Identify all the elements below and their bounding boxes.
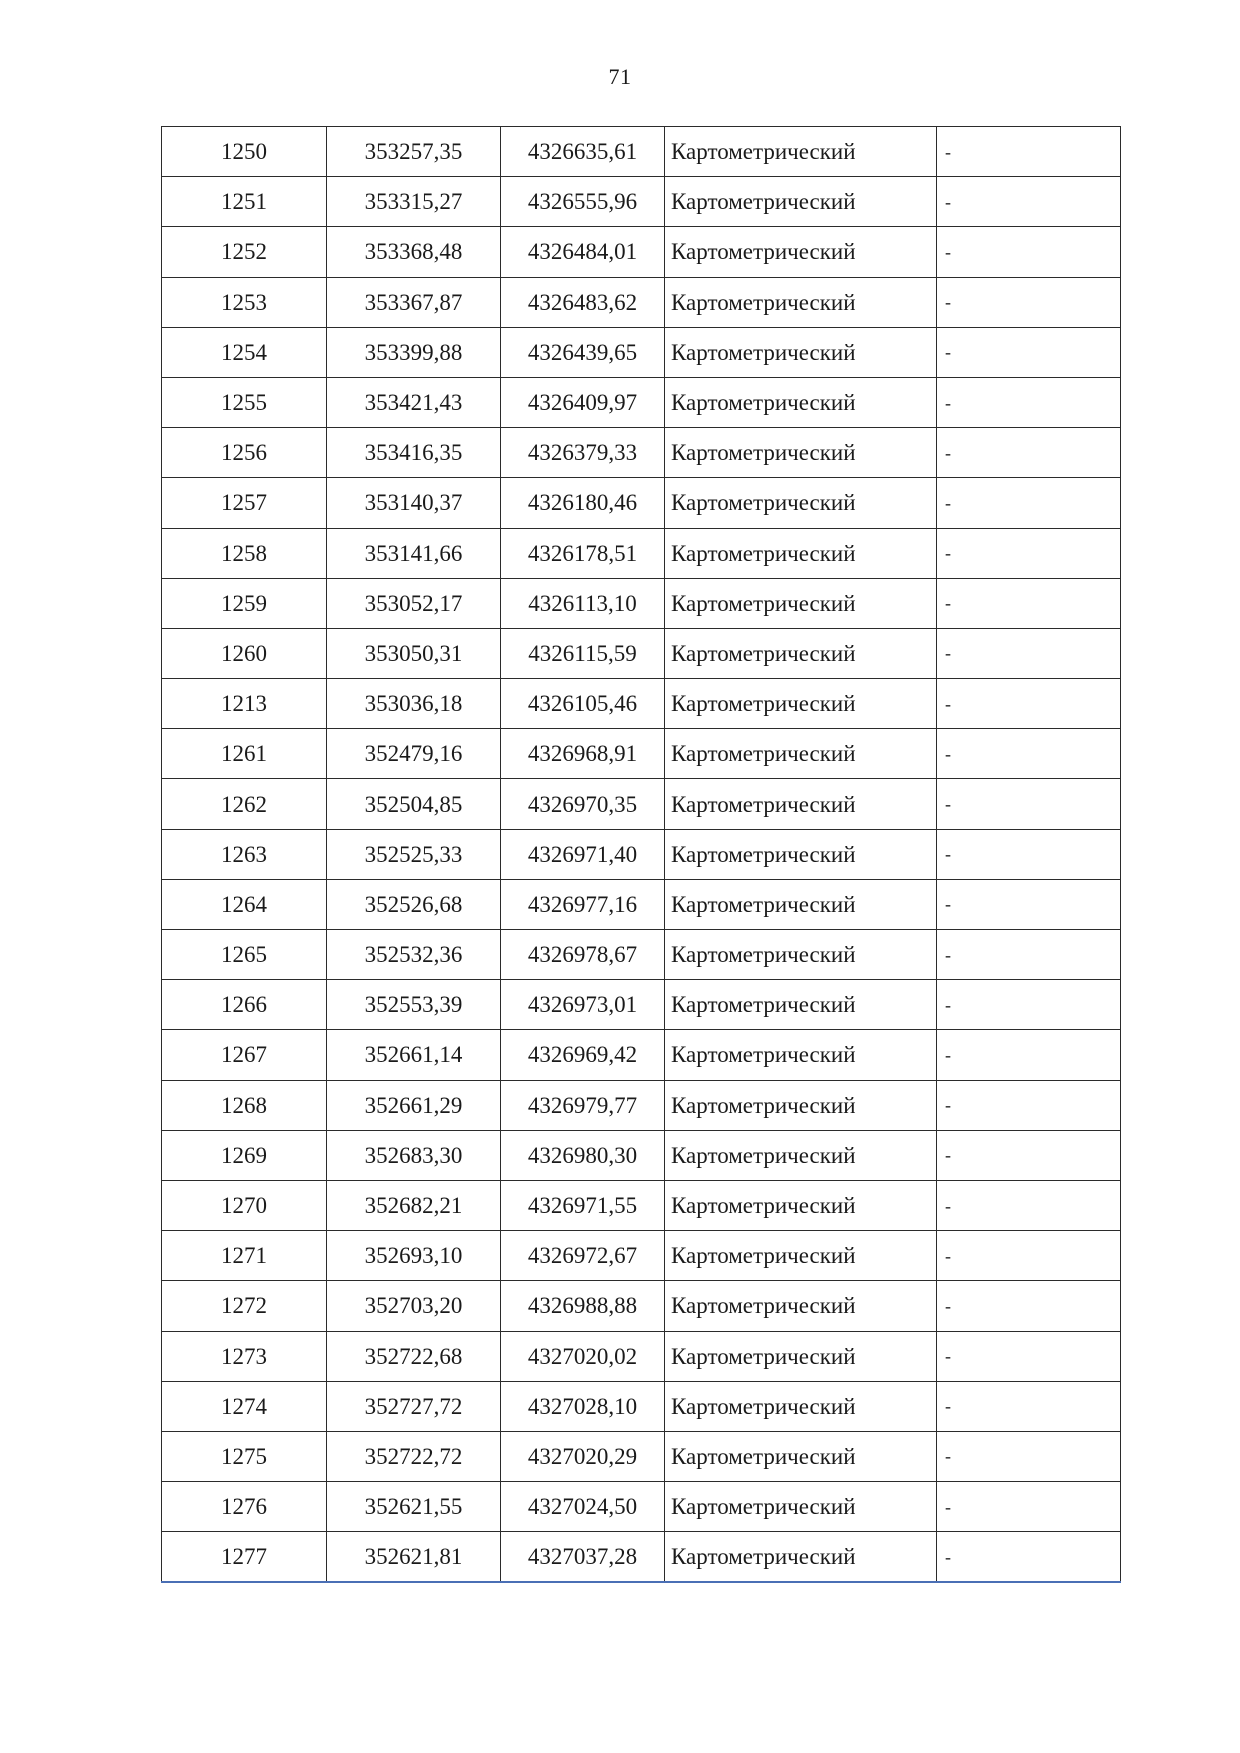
y-coordinate-cell: 4326970,35 xyxy=(501,779,665,829)
point-number-cell: 1259 xyxy=(162,578,327,628)
point-number-cell: 1253 xyxy=(162,277,327,327)
y-coordinate-cell: 4327037,28 xyxy=(501,1532,665,1583)
x-coordinate-cell: 352683,30 xyxy=(327,1130,501,1180)
x-coordinate-cell: 352722,68 xyxy=(327,1331,501,1381)
table-row xyxy=(162,428,1121,478)
error-cell: - xyxy=(937,177,1121,227)
x-coordinate-cell: 353416,35 xyxy=(327,428,501,478)
table-row xyxy=(162,478,1121,528)
x-coordinate-cell: 352525,33 xyxy=(327,829,501,879)
y-coordinate-cell: 4326968,91 xyxy=(501,729,665,779)
y-coordinate-cell: 4326971,40 xyxy=(501,829,665,879)
error-cell: - xyxy=(937,1281,1121,1331)
error-cell: - xyxy=(937,478,1121,528)
y-coordinate-cell: 4326178,51 xyxy=(501,528,665,578)
method-cell: Картометрический xyxy=(665,1381,937,1431)
table-row xyxy=(162,729,1121,779)
x-coordinate-cell: 352479,16 xyxy=(327,729,501,779)
method-cell: Картометрический xyxy=(665,679,937,729)
point-number-cell: 1264 xyxy=(162,879,327,929)
y-coordinate-cell: 4326980,30 xyxy=(501,1130,665,1180)
table-row xyxy=(162,1532,1121,1583)
error-cell: - xyxy=(937,377,1121,427)
method-cell: Картометрический xyxy=(665,729,937,779)
point-number-cell: 1277 xyxy=(162,1532,327,1583)
x-coordinate-cell: 352553,39 xyxy=(327,980,501,1030)
error-cell: - xyxy=(937,528,1121,578)
y-coordinate-cell: 4326969,42 xyxy=(501,1030,665,1080)
table-row xyxy=(162,227,1121,277)
method-cell: Картометрический xyxy=(665,1231,937,1281)
table-row xyxy=(162,277,1121,327)
table-row xyxy=(162,829,1121,879)
method-cell: Картометрический xyxy=(665,1431,937,1481)
method-cell: Картометрический xyxy=(665,879,937,929)
error-cell: - xyxy=(937,930,1121,980)
y-coordinate-cell: 4326439,65 xyxy=(501,327,665,377)
table-row xyxy=(162,1331,1121,1381)
method-cell: Картометрический xyxy=(665,227,937,277)
error-cell: - xyxy=(937,1381,1121,1431)
table-row xyxy=(162,930,1121,980)
method-cell: Картометрический xyxy=(665,127,937,177)
x-coordinate-cell: 353036,18 xyxy=(327,679,501,729)
x-coordinate-cell: 353315,27 xyxy=(327,177,501,227)
y-coordinate-cell: 4326971,55 xyxy=(501,1180,665,1230)
error-cell: - xyxy=(937,578,1121,628)
y-coordinate-cell: 4326409,97 xyxy=(501,377,665,427)
error-cell: - xyxy=(937,1482,1121,1532)
table-row xyxy=(162,1482,1121,1532)
y-coordinate-cell: 4326978,67 xyxy=(501,930,665,980)
x-coordinate-cell: 353368,48 xyxy=(327,227,501,277)
method-cell: Картометрический xyxy=(665,528,937,578)
y-coordinate-cell: 4326115,59 xyxy=(501,628,665,678)
error-cell: - xyxy=(937,1130,1121,1180)
error-cell: - xyxy=(937,277,1121,327)
error-cell: - xyxy=(937,1431,1121,1481)
y-coordinate-cell: 4326105,46 xyxy=(501,679,665,729)
method-cell: Картометрический xyxy=(665,779,937,829)
y-coordinate-cell: 4326979,77 xyxy=(501,1080,665,1130)
y-coordinate-cell: 4326180,46 xyxy=(501,478,665,528)
point-number-cell: 1260 xyxy=(162,628,327,678)
point-number-cell: 1267 xyxy=(162,1030,327,1080)
x-coordinate-cell: 353367,87 xyxy=(327,277,501,327)
y-coordinate-cell: 4327020,29 xyxy=(501,1431,665,1481)
method-cell: Картометрический xyxy=(665,1030,937,1080)
point-number-cell: 1254 xyxy=(162,327,327,377)
method-cell: Картометрический xyxy=(665,377,937,427)
method-cell: Картометрический xyxy=(665,578,937,628)
y-coordinate-cell: 4326972,67 xyxy=(501,1231,665,1281)
table-row xyxy=(162,127,1121,177)
point-number-cell: 1272 xyxy=(162,1281,327,1331)
x-coordinate-cell: 353050,31 xyxy=(327,628,501,678)
point-number-cell: 1213 xyxy=(162,679,327,729)
table-row xyxy=(162,578,1121,628)
point-number-cell: 1268 xyxy=(162,1080,327,1130)
error-cell: - xyxy=(937,679,1121,729)
point-number-cell: 1263 xyxy=(162,829,327,879)
point-number-cell: 1273 xyxy=(162,1331,327,1381)
point-number-cell: 1257 xyxy=(162,478,327,528)
error-cell: - xyxy=(937,729,1121,779)
method-cell: Картометрический xyxy=(665,177,937,227)
x-coordinate-cell: 352621,81 xyxy=(327,1532,501,1583)
x-coordinate-cell: 352727,72 xyxy=(327,1381,501,1431)
point-number-cell: 1269 xyxy=(162,1130,327,1180)
y-coordinate-cell: 4326483,62 xyxy=(501,277,665,327)
table-row xyxy=(162,1180,1121,1230)
table-row xyxy=(162,1130,1121,1180)
error-cell: - xyxy=(937,227,1121,277)
point-number-cell: 1250 xyxy=(162,127,327,177)
page-number: 71 xyxy=(608,64,632,89)
x-coordinate-cell: 352661,29 xyxy=(327,1080,501,1130)
error-cell: - xyxy=(937,1532,1121,1583)
point-number-cell: 1274 xyxy=(162,1381,327,1431)
error-cell: - xyxy=(937,829,1121,879)
error-cell: - xyxy=(937,1331,1121,1381)
error-cell: - xyxy=(937,779,1121,829)
table-row xyxy=(162,1030,1121,1080)
x-coordinate-cell: 353399,88 xyxy=(327,327,501,377)
method-cell: Картометрический xyxy=(665,428,937,478)
table-row xyxy=(162,879,1121,929)
error-cell: - xyxy=(937,980,1121,1030)
point-number-cell: 1266 xyxy=(162,980,327,1030)
table-row xyxy=(162,1381,1121,1431)
method-cell: Картометрический xyxy=(665,1130,937,1180)
y-coordinate-cell: 4326113,10 xyxy=(501,578,665,628)
table-row xyxy=(162,1281,1121,1331)
x-coordinate-cell: 353421,43 xyxy=(327,377,501,427)
x-coordinate-cell: 352504,85 xyxy=(327,779,501,829)
point-number-cell: 1276 xyxy=(162,1482,327,1532)
x-coordinate-cell: 352532,36 xyxy=(327,930,501,980)
x-coordinate-cell: 352526,68 xyxy=(327,879,501,929)
x-coordinate-cell: 353141,66 xyxy=(327,528,501,578)
x-coordinate-cell: 352703,20 xyxy=(327,1281,501,1331)
coordinates-table xyxy=(161,126,1121,1583)
error-cell: - xyxy=(937,327,1121,377)
method-cell: Картометрический xyxy=(665,628,937,678)
error-cell: - xyxy=(937,628,1121,678)
error-cell: - xyxy=(937,428,1121,478)
coordinates-table-body xyxy=(162,127,1121,1583)
x-coordinate-cell: 353140,37 xyxy=(327,478,501,528)
table-row xyxy=(162,980,1121,1030)
x-coordinate-cell: 352621,55 xyxy=(327,1482,501,1532)
y-coordinate-cell: 4326484,01 xyxy=(501,227,665,277)
table-row xyxy=(162,177,1121,227)
error-cell: - xyxy=(937,1180,1121,1230)
table-row xyxy=(162,1431,1121,1481)
table-row xyxy=(162,628,1121,678)
table-row xyxy=(162,1231,1121,1281)
method-cell: Картометрический xyxy=(665,930,937,980)
table-row xyxy=(162,1080,1121,1130)
point-number-cell: 1252 xyxy=(162,227,327,277)
point-number-cell: 1275 xyxy=(162,1431,327,1481)
method-cell: Картометрический xyxy=(665,829,937,879)
table-row xyxy=(162,779,1121,829)
table-row xyxy=(162,679,1121,729)
y-coordinate-cell: 4327028,10 xyxy=(501,1381,665,1431)
error-cell: - xyxy=(937,879,1121,929)
method-cell: Картометрический xyxy=(665,1180,937,1230)
point-number-cell: 1251 xyxy=(162,177,327,227)
error-cell: - xyxy=(937,1030,1121,1080)
y-coordinate-cell: 4326635,61 xyxy=(501,127,665,177)
method-cell: Картометрический xyxy=(665,980,937,1030)
point-number-cell: 1256 xyxy=(162,428,327,478)
y-coordinate-cell: 4326973,01 xyxy=(501,980,665,1030)
method-cell: Картометрический xyxy=(665,277,937,327)
point-number-cell: 1270 xyxy=(162,1180,327,1230)
x-coordinate-cell: 353052,17 xyxy=(327,578,501,628)
y-coordinate-cell: 4326988,88 xyxy=(501,1281,665,1331)
table-row xyxy=(162,528,1121,578)
method-cell: Картометрический xyxy=(665,1080,937,1130)
y-coordinate-cell: 4326555,96 xyxy=(501,177,665,227)
point-number-cell: 1258 xyxy=(162,528,327,578)
method-cell: Картометрический xyxy=(665,327,937,377)
x-coordinate-cell: 352682,21 xyxy=(327,1180,501,1230)
point-number-cell: 1271 xyxy=(162,1231,327,1281)
y-coordinate-cell: 4326977,16 xyxy=(501,879,665,929)
x-coordinate-cell: 352661,14 xyxy=(327,1030,501,1080)
method-cell: Картометрический xyxy=(665,1331,937,1381)
y-coordinate-cell: 4326379,33 xyxy=(501,428,665,478)
error-cell: - xyxy=(937,1080,1121,1130)
point-number-cell: 1262 xyxy=(162,779,327,829)
y-coordinate-cell: 4327024,50 xyxy=(501,1482,665,1532)
point-number-cell: 1255 xyxy=(162,377,327,427)
y-coordinate-cell: 4327020,02 xyxy=(501,1331,665,1381)
error-cell: - xyxy=(937,127,1121,177)
method-cell: Картометрический xyxy=(665,1482,937,1532)
x-coordinate-cell: 352693,10 xyxy=(327,1231,501,1281)
error-cell: - xyxy=(937,1231,1121,1281)
point-number-cell: 1261 xyxy=(162,729,327,779)
method-cell: Картометрический xyxy=(665,1532,937,1583)
point-number-cell: 1265 xyxy=(162,930,327,980)
x-coordinate-cell: 352722,72 xyxy=(327,1431,501,1481)
x-coordinate-cell: 353257,35 xyxy=(327,127,501,177)
method-cell: Картометрический xyxy=(665,1281,937,1331)
method-cell: Картометрический xyxy=(665,478,937,528)
table-row xyxy=(162,377,1121,427)
table-row xyxy=(162,327,1121,377)
